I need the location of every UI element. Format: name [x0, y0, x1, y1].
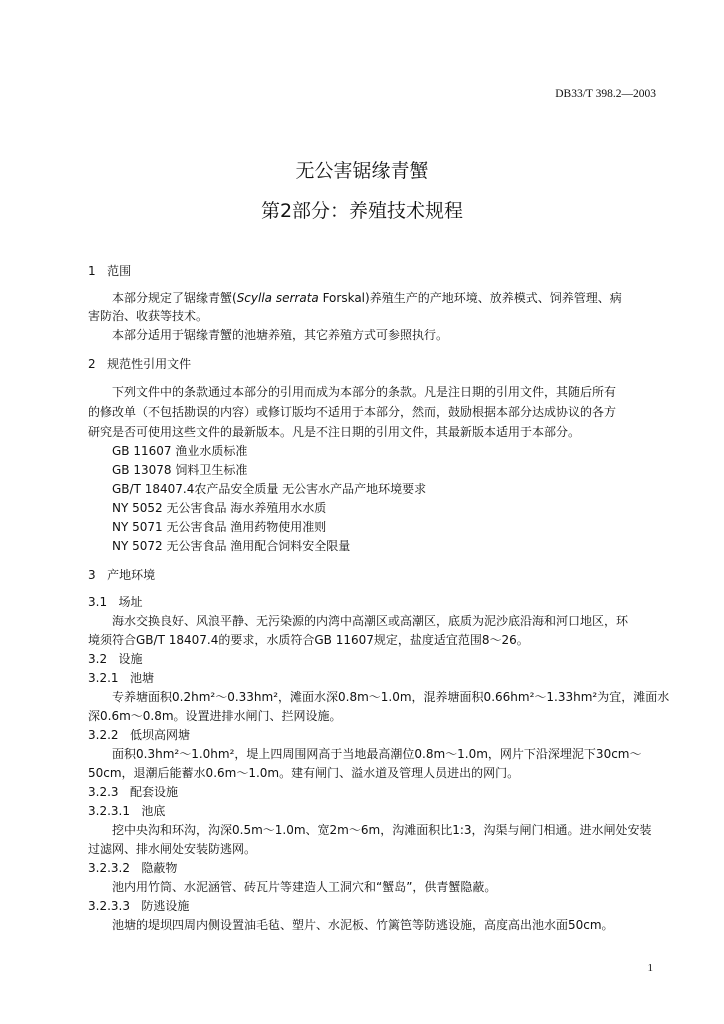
section-3-2-3-3-line-1: 池塘的堤坝四周内侧设置油毛毡、塑片、水泥板、竹篱笆等防逃设施，高度高出池水面50cm。	[112, 918, 614, 932]
section-1-para-1	[112, 289, 622, 306]
latin-species-name: Scylla serrata	[236, 291, 319, 305]
section-2-para-line-3: 研究是否可使用这些文件的最新版本。凡是不注日期的引用文件，其最新版本适用于本部分。	[88, 425, 581, 439]
reference-item: NY 5052 无公害食品 海水养殖用水水质	[112, 501, 327, 515]
section-3-1-line-2: 境须符合GB/T 18407.4的要求，水质符合GB 11607规定，盐度适宜范围8～26。	[88, 633, 529, 647]
section-3-1-line-1: 海水交换良好、风浪平静、无污染源的内湾中高潮区或高潮区，底质为泥沙底沿海和河口地区，环	[112, 614, 629, 628]
section-2-para-line-1: 下列文件中的条款通过本部分的引用而成为本部分的条款。凡是注日期的引用文件，其随后所有	[112, 385, 617, 399]
reference-item: GB 13078 饲料卫生标准	[112, 463, 248, 477]
section-3-2-3-1-line-2: 过滤网、排水闸处安装防逃网。	[88, 842, 257, 856]
section-3-2-1-line-2: 深0.6m～0.8m。设置进排水闸门、拦网设施。	[88, 709, 342, 723]
section-1-para-1-cont: 害防治、收获等技术。	[88, 309, 209, 323]
document-subtitle: 第2部分：养殖技术规程	[260, 200, 464, 222]
section-3-2-3-1-line-1: 挖中央沟和环沟，沟深0.5m～1.0m、宽2m～6m，沟滩面积比1:3，沟渠与闸门相通。进水闸处安装	[112, 823, 652, 837]
section-1-para-1-a: 本部分规定了锯缘青蟹(	[112, 291, 237, 305]
section-3-2-3-2-line-1: 池内用竹筒、水泥涵管、砖瓦片等建造人工洞穴和“蟹岛”，供青蟹隐蔽。	[112, 880, 497, 894]
standard-code: DB33/T 398.2—2003	[555, 88, 656, 100]
section-1-para-1-b: Forskal)养殖生产的产地环境、放养模式、饲养管理、病	[318, 291, 622, 305]
section-1-para-2: 本部分适用于锯缘青蟹的池塘养殖，其它养殖方式可参照执行。	[112, 328, 449, 342]
section-3-2-2-line-2: 50cm，退潮后能蓄水0.6m～1.0m。建有闸门、溢水道及管理人员进出的网门。	[88, 766, 520, 780]
section-3-2-2-heading: 3.2.2 低坝高网塘	[88, 728, 190, 742]
reference-item: GB 11607 渔业水质标准	[112, 444, 248, 458]
reference-item: GB/T 18407.4农产品安全质量 无公害水产品产地环境要求	[112, 482, 427, 496]
section-2-heading: 2 规范性引用文件	[88, 357, 192, 371]
page-number: 1	[647, 962, 653, 974]
reference-item: NY 5072 无公害食品 渔用配合饲料安全限量	[112, 539, 351, 553]
section-1-heading: 1 范围	[88, 264, 132, 278]
section-3-2-2-line-1: 面积0.3hm²～1.0hm²，堤上四周围网高于当地最高潮位0.8m～1.0m，网片下沿深埋泥下30cm～	[112, 747, 642, 761]
section-2-para-line-2: 的修改单（不包括勘误的内容）或修订版均不适用于本部分，然而，鼓励根据本部分达成协议的各方	[88, 405, 617, 419]
section-3-2-3-heading: 3.2.3 配套设施	[88, 785, 178, 799]
section-3-2-3-2-heading: 3.2.3.2 隐蔽物	[88, 861, 178, 875]
section-3-heading: 3 产地环境	[88, 568, 156, 582]
document-title: 无公害锯缘青蟹	[295, 160, 429, 182]
section-3-2-3-3-heading: 3.2.3.3 防逃设施	[88, 899, 190, 913]
section-3-2-heading: 3.2 设施	[88, 652, 143, 666]
section-3-2-1-heading: 3.2.1 池塘	[88, 671, 154, 685]
section-3-2-1-line-1: 专养塘面积0.2hm²～0.33hm²，滩面水深0.8m～1.0m，混养塘面积0.66hm²～1.33hm²为宜，滩面水	[112, 690, 670, 704]
section-3-2-3-1-heading: 3.2.3.1 池底	[88, 804, 166, 818]
reference-item: NY 5071 无公害食品 渔用药物使用准则	[112, 520, 327, 534]
section-3-1-heading: 3.1 场址	[88, 595, 143, 609]
